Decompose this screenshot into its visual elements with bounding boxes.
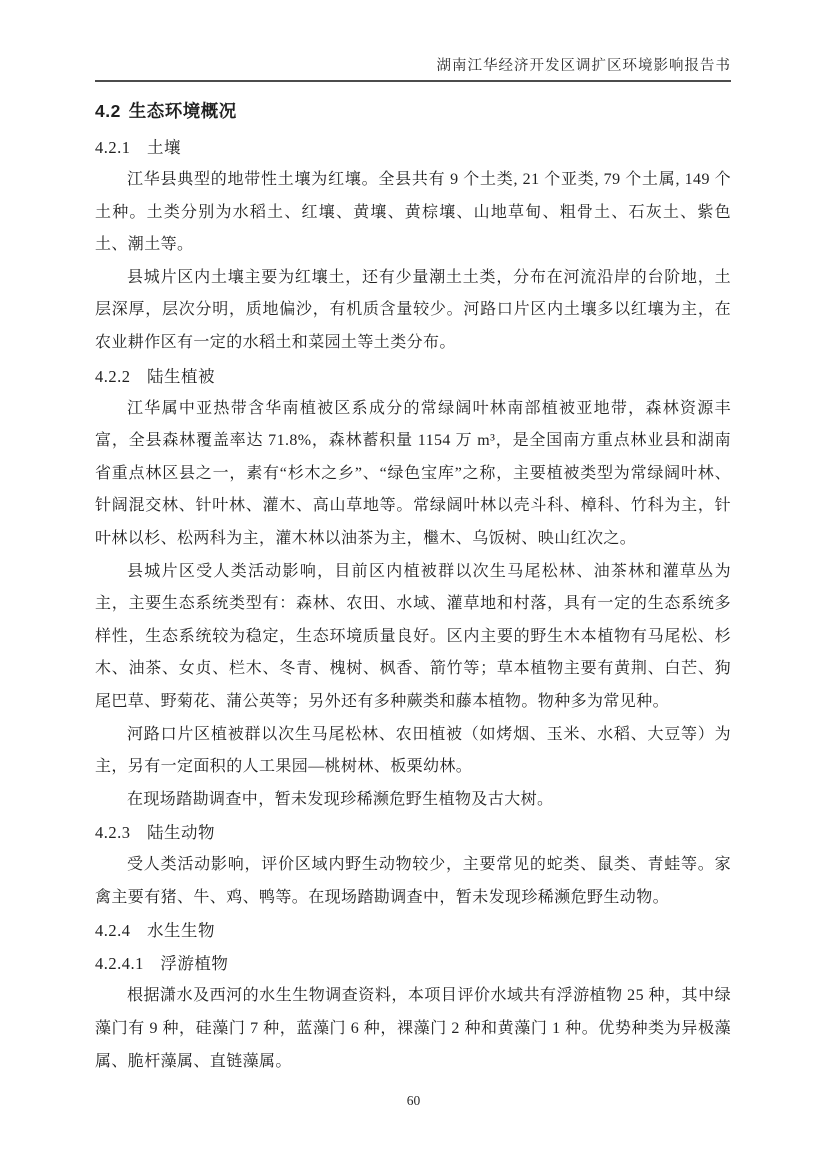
section-number: 4.2.2 bbox=[95, 366, 131, 386]
section-title: 土壤 bbox=[147, 138, 181, 157]
section-number: 4.2.3 bbox=[95, 823, 131, 843]
section-heading-4.2 bbox=[95, 99, 731, 123]
paragraph: 江华属中亚热带含华南植被区系成分的常绿阔叶林南部植被亚地带，森林资源丰富，全县森林覆盖率达 71.8%，森林蓄积量 1154 万 m³，是全国南方重点林业县和湖南省重点林区县之一，素有“杉木之乡”、“绿色宝库”之称，主要植被类型为常绿阔叶林、针阔混交林、针叶林、灌木、高山草地等。常绿阔叶林以壳斗科、樟科、竹科为主，针叶林以杉、松两科为主，灌木林以油茶为主，檵木、乌饭树、映山红次之。 bbox=[95, 399, 731, 547]
page-footer bbox=[0, 1093, 827, 1109]
paragraph: 县城片区内土壤主要为红壤土，还有少量潮土土类，分布在河流沿岸的台阶地，土层深厚，层次分明，质地偏沙，有机质含量较少。河路口片区内土壤多以红壤为主，在农业耕作区有一定的水稻土和菜园土等土类分布。 bbox=[95, 268, 731, 351]
section-heading-4.2.4 bbox=[95, 914, 731, 947]
paragraph: 根据潇水及西河的水生生物调查资料，本项目评价水域共有浮游植物 25 种，其中绿藻门有 9 种，硅藻门 7 种，蓝藻门 6 种，裸藻门 2 种和黄藻门 1 种。优势种类为异极藻属、脆杆藻属、直链藻属。 bbox=[95, 987, 731, 1070]
header-title: 湖南江华经济开发区调扩区环境影响报告书 bbox=[436, 58, 731, 74]
section-title: 水生生物 bbox=[147, 921, 215, 941]
section-heading-4.2.3 bbox=[95, 816, 731, 849]
paragraph: 在现场踏勘调查中，暂未发现珍稀濒危野生植物及古大树。 bbox=[127, 790, 554, 808]
section-number: 4.2.4.1 bbox=[95, 954, 144, 974]
section-number: 4.2.1 bbox=[95, 138, 131, 157]
section-heading-4.2.1 bbox=[95, 131, 731, 164]
paragraph: 河路口片区植被群以次生马尾松林、农田植被（如烤烟、玉米、水稻、大豆等）为主，另有一定面积的人工果园—桃树林、板栗幼林。 bbox=[95, 725, 731, 776]
section-title: 陆生植被 bbox=[147, 366, 215, 386]
page-header bbox=[95, 54, 731, 82]
paragraph: 县城片区受人类活动影响，目前区内植被群以次生马尾松林、油茶林和灌草丛为主，主要生态系统类型有：森林、农田、水域、灌草地和村落，具有一定的生态系统多样性，生态系统较为稳定，生态环境质量良好。区内主要的野生木本植物有马尾松、杉木、油茶、女贞、栏木、冬青、槐树、枫香、箭竹等；草本植物主要有黄荆、白芒、狗尾巴草、野菊花、蒲公英等；另外还有多种蕨类和藤本植物。物种多为常见种。 bbox=[95, 562, 731, 710]
section-heading-4.2.4.1 bbox=[95, 947, 731, 980]
page-number: 60 bbox=[406, 1093, 421, 1108]
section-title: 陆生动物 bbox=[147, 823, 215, 843]
section-number: 4.2.4 bbox=[95, 921, 131, 941]
section-number: 4.2 bbox=[95, 101, 121, 121]
section-heading-4.2.2 bbox=[95, 360, 731, 393]
section-title: 生态环境概况 bbox=[128, 101, 237, 121]
section-title: 浮游植物 bbox=[160, 954, 229, 974]
paragraph: 受人类活动影响，评价区域内野生动物较少，主要常见的蛇类、鼠类、青蛙等。家禽主要有猪、牛、鸡、鸭等。在现场踏勘调查中，暂未发现珍稀濒危野生动物。 bbox=[95, 856, 731, 906]
document-body bbox=[95, 92, 731, 1078]
paragraph: 江华县典型的地带性土壤为红壤。全县共有 9 个土类, 21 个亚类, 79 个土属, 149 个土种。土类分别为水稻土、红壤、黄壤、黄棕壤、山地草甸、粗骨土、石灰土、紫色土、潮土等。 bbox=[95, 171, 731, 254]
